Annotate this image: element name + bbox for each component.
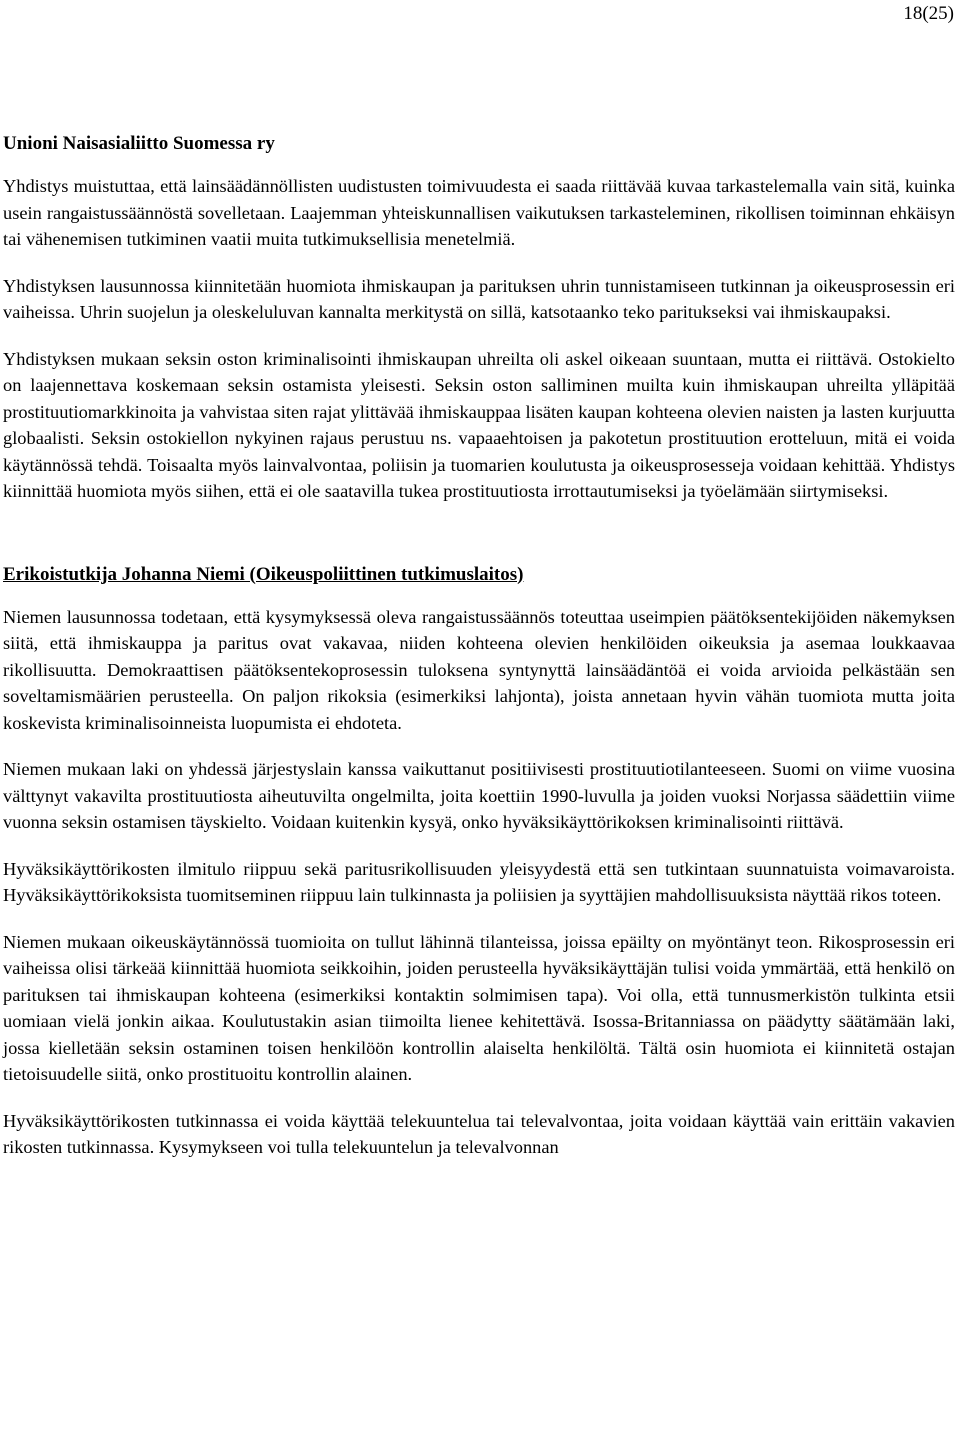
section-heading: Unioni Naisasialiitto Suomessa ry: [3, 133, 275, 154]
section-heading: Erikoistutkija Johanna Niemi (Oikeuspoliittinen tutkimuslaitos): [3, 563, 524, 585]
paragraph: Yhdistys muistuttaa, että lainsäädännöllisten uudistusten toimivuudesta ei saada riittävää kuvaa tarkastelemalla vain sitä, kuinka usein rangaistussäännöstä sovelletaan. Laajemman yhteiskunnallisen vaikutuksen tarkasteleminen, rikollisen toiminnan ehkäisyn tai vähenemisen tutkiminen vaatii muita tutkimuksellisia menetelmiä.: [3, 176, 955, 249]
page-number: 18(25): [903, 3, 954, 24]
paragraph: Hyväksikäyttörikosten tutkinnassa ei voida käyttää telekuuntelua tai televalvontaa, joita voidaan käyttää vain erittäin vakavien rikosten tutkinnassa. Kysymykseen voi tulla telekuuntelun ja televalvonnan: [3, 1110, 955, 1157]
paragraph: Niemen mukaan laki on yhdessä järjestyslain kanssa vaikuttanut positiivisesti prostituutiotilanteeseen. Suomi on viime vuosina välttynyt vakavilta prostituutiosta aiheutuvilta ongelmilta, joita koettiin 1990-luvulla ja joiden vuoksi Norjassa säädettiin viime vuonna seksin ostamisen täyskielto. Voidaan kuitenkin kysyä, onko hyväksikäyttörikoksen kriminalisointi riittävä.: [3, 759, 955, 832]
paragraph: Hyväksikäyttörikosten ilmitulo riippuu sekä paritusrikollisuuden yleisyydestä että sen tutkintaan suunnatuista voimavaroista. Hyväksikäyttörikoksista tuomitseminen riippuu lain tulkinnasta ja poliisien ja syyttäjien mahdollisuuksista näyttää rikos toteen.: [3, 858, 955, 905]
paragraph: Yhdistyksen lausunnossa kiinnitetään huomiota ihmiskaupan ja parituksen uhrin tunnistamiseen tutkinnan ja oikeusprosessin eri vaiheissa. Uhrin suojelun ja oleskeluluvan kannalta merkitystä on sillä, katsotaanko teko paritukseksi vai ihmiskaupaksi.: [3, 275, 955, 322]
paragraph: Niemen mukaan oikeuskäytännössä tuomioita on tullut lähinnä tilanteissa, joissa epäilty on myöntänyt teon. Rikosprosessin eri vaiheissa olisi tärkeää kiinnittää huomiota seikkoihin, joiden perusteella hyväksikäyttäjän tulisi voida ymmärtää, että henkilö on parituksen tai ihmiskaupan kohteena (esimerkiksi kontaktin solmimisen tapa). Voi olla, että tunnusmerkistön tulkinta etsii uomiaan vielä jonkin aikaa. Koulutustakin asian tiimoilta lienee kehitettävä. Isossa-Britanniassa on päädytty säätämään laki, jossa kielletään seksin ostaminen toisen henkilöön kontrollin alaiselta henkilöltä. Tältä osin huomiota ei kiinnitetä ostajan tietoisuudelle siitä, onko prostituoitu kontrollin alainen.: [3, 931, 955, 1084]
section-unioni: [3, 130, 955, 505]
paragraph: Niemen lausunnossa todetaan, että kysymyksessä oleva rangaistussäännös toteuttaa useimpien päätöksentekijöiden näkemyksen siitä, että ihmiskauppa ja paritus ovat vakavaa, niiden kohteena olevien henkilöiden oikeuksia ja asemaa loukkaavaa rikollisuutta. Demokraattisen päätöksentekoprosessin tuloksena syntynyttä lainsäädäntöä ei voida arvioida pelkästään sen soveltamismäärien perusteella. On paljon rikoksia (esimerkiksi lahjonta), joista annetaan hyvin vähän tuomiota mutta joita koskevista kriminalisoinneista luopumista ei ehdoteta.: [3, 606, 955, 733]
document-body: [3, 130, 955, 1181]
paragraph: Yhdistyksen mukaan seksin oston kriminalisointi ihmiskaupan uhreilta oli askel oikeaan suuntaan, mutta ei riittävä. Ostokielto on laajennettava koskemaan seksin ostamista yleisesti. Seksin oston salliminen muilta kuin ihmiskaupan uhreilta ylläpitää prostituutiomarkkinoita ja vahvistaa siten rajat ylittävää ihmiskauppaa lisäten kaupan kohteena olevien naisten ja lasten kurjuutta globaalisti. Seksin ostokiellon nykyinen rajaus perustuu ns. vapaaehtoisen ja pakotetun prostituution erotteluun, mitä ei voida käytännössä tehdä. Toisaalta myös lainvalvontaa, poliisin ja tuomarien koulutusta ja oikeusprosesseja voidaan kehittää. Yhdistys kiinnittää huomiota myös siihen, että ei ole saatavilla tukea prostituutiosta irrottautumiseksi ja työelämään siirtymiseksi.: [3, 348, 955, 501]
section-divider: [3, 525, 955, 561]
section-niemi: [3, 561, 955, 1161]
